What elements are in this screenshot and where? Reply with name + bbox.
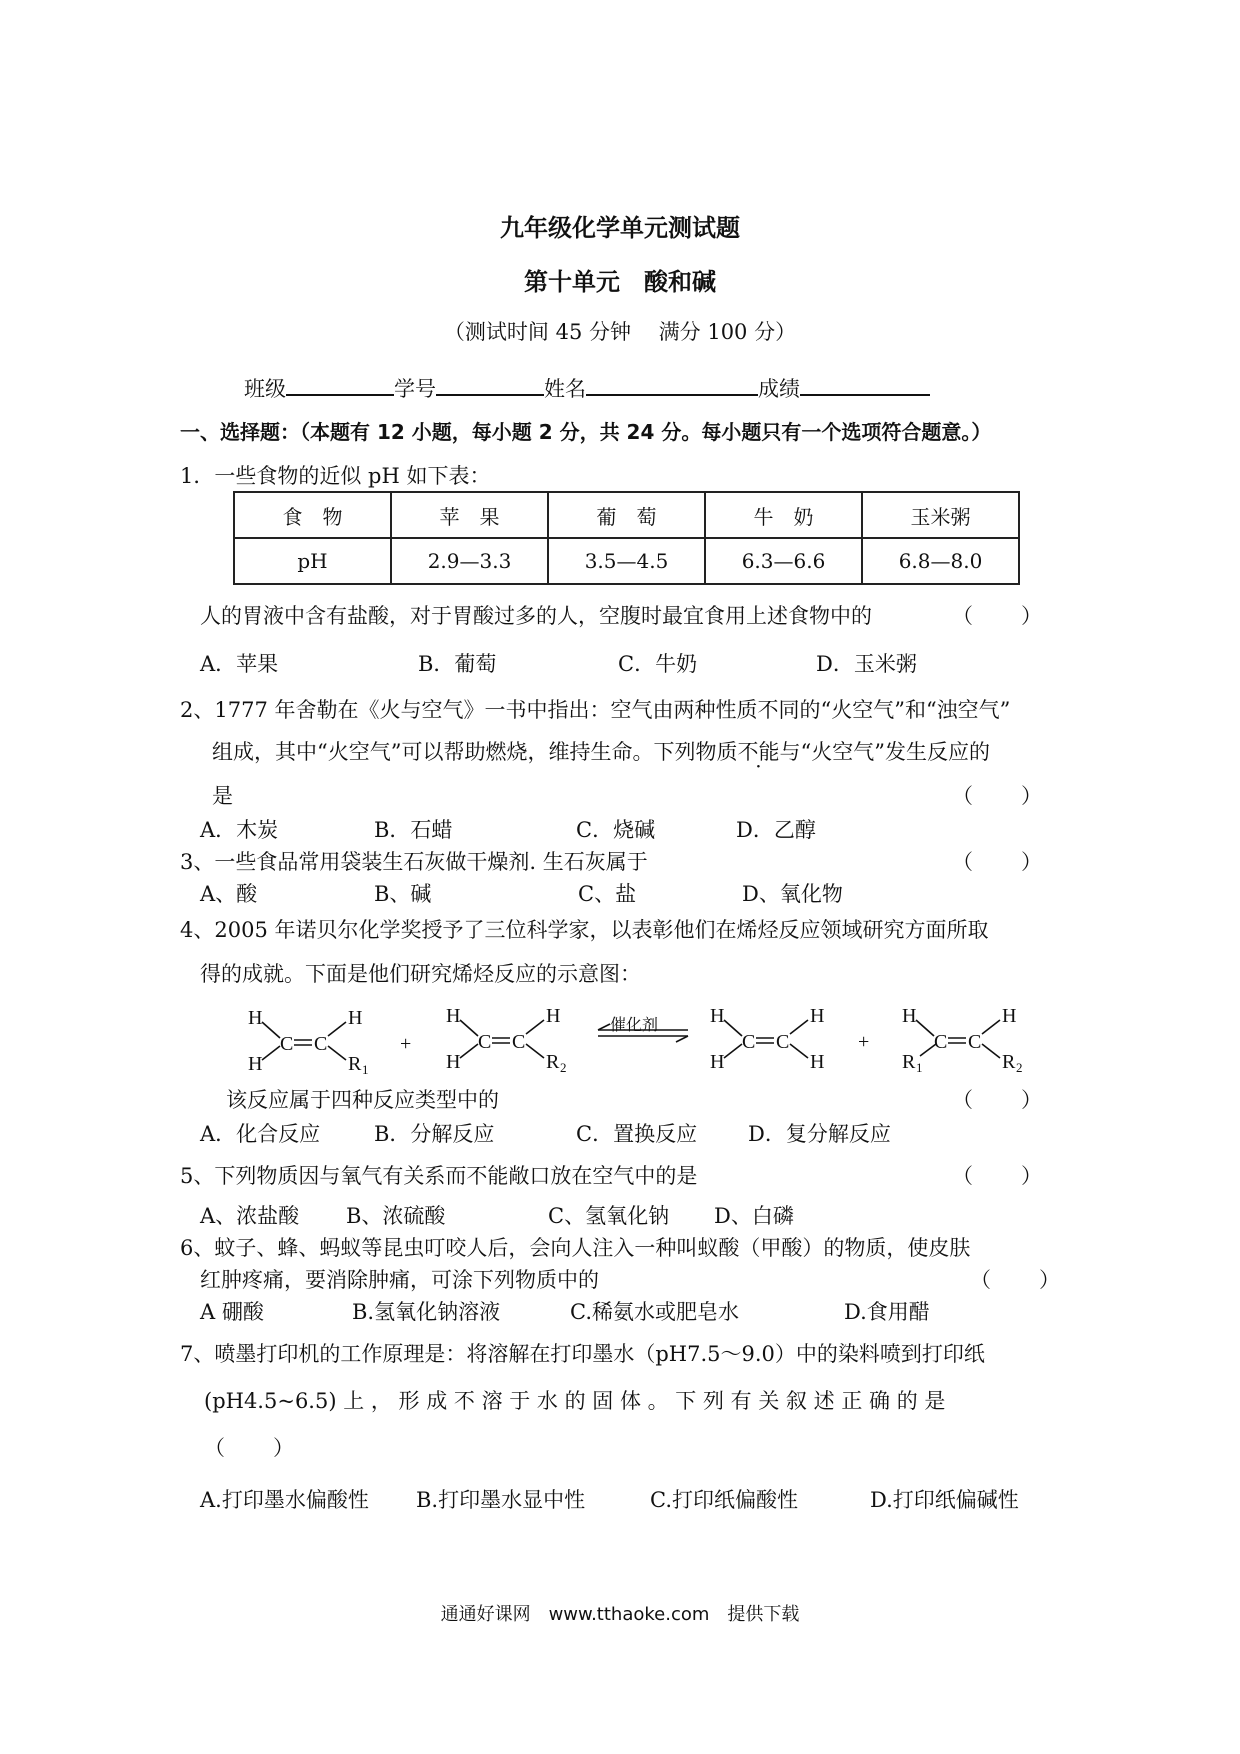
q2-option-a[interactable]: A．木炭 xyxy=(200,818,279,842)
table-cell: 6.8—8.0 xyxy=(862,538,1019,584)
q7-line2: (pH4.5~6.5) 上 ， 形 成 不 溶 于 水 的 固 体 。 下 列 有 关 叙 述 正 确 的 是 xyxy=(204,1389,946,1413)
q2-answer-paren[interactable]: （ ） xyxy=(952,784,1044,808)
q6-option-d[interactable]: D.食用醋 xyxy=(844,1300,930,1324)
q3-line1: 3、一些食品常用袋装生石灰做干燥剂. 生石灰属于 xyxy=(180,850,648,874)
q7-answer-paren[interactable]: （ ） xyxy=(204,1436,296,1460)
q2-option-c[interactable]: C．烧碱 xyxy=(576,818,656,842)
q2-option-d[interactable]: D．乙醇 xyxy=(736,818,816,842)
svg-text:C: C xyxy=(742,1031,756,1053)
svg-text:C: C xyxy=(512,1031,526,1053)
q2-line3: 是 xyxy=(212,784,233,808)
table-header-row xyxy=(234,492,1019,538)
table-cell: pH xyxy=(234,538,391,584)
svg-text:H: H xyxy=(446,1005,461,1027)
q6-line2: 红肿疼痛，要消除肿痛，可涂下列物质中的 xyxy=(200,1268,599,1292)
svg-text:1: 1 xyxy=(916,1060,923,1075)
score-blank[interactable] xyxy=(800,372,930,396)
q6-answer-paren[interactable]: （ ） xyxy=(970,1268,1062,1292)
q3-option-d[interactable]: D、氧化物 xyxy=(742,882,843,906)
svg-text:+: + xyxy=(400,1033,412,1055)
page-title: 九年级化学单元测试题 xyxy=(500,214,740,242)
q6-option-c[interactable]: C.稀氨水或肥皂水 xyxy=(570,1300,739,1324)
footer-credit: 通通好课网 www.tthaoke.com 提供下载 xyxy=(440,1604,800,1625)
score-label: 成绩 xyxy=(758,377,800,401)
q7-line1: 7、喷墨打印机的工作原理是：将溶解在打印墨水（pH7.5～9.0）中的染料喷到打印纸 xyxy=(180,1342,985,1366)
svg-text:C: C xyxy=(478,1031,492,1053)
table-cell: 葡 萄 xyxy=(548,492,705,538)
q5-option-c[interactable]: C、氢氧化钠 xyxy=(548,1204,670,1228)
svg-text:R: R xyxy=(902,1051,916,1073)
class-label: 班级 xyxy=(244,377,286,401)
q4-line1: 4、2005 年诺贝尔化学奖授予了三位科学家，以表彰他们在烯烃反应领域研究方面所取 xyxy=(180,918,989,942)
svg-text:H: H xyxy=(546,1005,561,1027)
q7-option-b[interactable]: B.打印墨水显中性 xyxy=(416,1488,586,1512)
q5-option-a[interactable]: A、浓盐酸 xyxy=(200,1204,300,1228)
table-cell: 苹 果 xyxy=(391,492,548,538)
q6-option-b[interactable]: B.氢氧化钠溶液 xyxy=(352,1300,501,1324)
q4-line2: 得的成就。下面是他们研究烯烃反应的示意图： xyxy=(200,962,641,986)
table-cell: 玉米粥 xyxy=(862,492,1019,538)
svg-text:C: C xyxy=(934,1031,948,1053)
q4-option-b[interactable]: B．分解反应 xyxy=(374,1122,495,1146)
unit-subtitle: 第十单元 酸和碱 xyxy=(524,268,716,296)
svg-text:1: 1 xyxy=(362,1062,369,1077)
q7-option-a[interactable]: A.打印墨水偏酸性 xyxy=(200,1488,369,1512)
svg-text:C: C xyxy=(776,1031,790,1053)
q1-line2: 人的胃液中含有盐酸，对于胃酸过多的人，空腹时最宜食用上述食物中的 xyxy=(200,604,872,628)
q3-option-a[interactable]: A、酸 xyxy=(200,882,258,906)
svg-text:2: 2 xyxy=(1016,1060,1023,1075)
svg-text:H: H xyxy=(810,1005,825,1027)
svg-text:C: C xyxy=(280,1033,294,1055)
name-label: 姓名 xyxy=(544,377,586,401)
table-cell: 6.3—6.6 xyxy=(705,538,862,584)
svg-text:H: H xyxy=(710,1005,725,1027)
q4-option-a[interactable]: A．化合反应 xyxy=(200,1122,321,1146)
q5-option-b[interactable]: B、浓硫酸 xyxy=(346,1204,446,1228)
q1-stem: 1．一些食物的近似 pH 如下表： xyxy=(180,464,491,488)
q7-option-d[interactable]: D.打印纸偏碱性 xyxy=(870,1488,1019,1512)
table-cell: 3.5—4.5 xyxy=(548,538,705,584)
svg-text:H: H xyxy=(248,1053,263,1075)
svg-text:H: H xyxy=(810,1051,825,1073)
svg-text:C: C xyxy=(968,1031,982,1053)
table-row xyxy=(234,538,1019,584)
svg-text:H: H xyxy=(348,1007,363,1029)
student-info-row xyxy=(244,372,930,403)
svg-text:R: R xyxy=(546,1051,560,1073)
svg-text:C: C xyxy=(314,1033,328,1055)
class-blank[interactable] xyxy=(286,372,394,396)
name-blank[interactable] xyxy=(586,372,758,396)
time-info: （测试时间 45 分钟 满分 100 分） xyxy=(443,320,797,344)
q4-option-d[interactable]: D．复分解反应 xyxy=(748,1122,891,1146)
q6-line1: 6、蚊子、蜂、蚂蚁等昆虫叮咬人后，会向人注入一种叫蚁酸（甲酸）的物质，使皮肤 xyxy=(180,1236,971,1260)
svg-text:R: R xyxy=(348,1053,362,1075)
student-id-label: 学号 xyxy=(394,377,436,401)
q4-line3: 该反应属于四种反应类型中的 xyxy=(226,1088,499,1112)
svg-text:H: H xyxy=(248,1007,263,1029)
q1-option-d[interactable]: D．玉米粥 xyxy=(816,652,917,676)
q1-option-a[interactable]: A．苹果 xyxy=(200,652,279,676)
q7-option-c[interactable]: C.打印纸偏酸性 xyxy=(650,1488,798,1512)
table-cell: 牛 奶 xyxy=(705,492,862,538)
svg-text:2: 2 xyxy=(560,1060,567,1075)
svg-text:H: H xyxy=(1002,1005,1017,1027)
q2-line1: 2、1777 年舍勒在《火与空气》一书中指出：空气由两种性质不同的“火空气”和“浊空气” xyxy=(180,698,1011,722)
q2-line2-text-end: 与“火空气”发生反应的 xyxy=(779,740,990,764)
q5-option-d[interactable]: D、白磷 xyxy=(714,1204,794,1228)
svg-text:R: R xyxy=(1002,1051,1016,1073)
q3-option-c[interactable]: C、盐 xyxy=(578,882,637,906)
q4-option-c[interactable]: C．置换反应 xyxy=(576,1122,698,1146)
table-cell: 2.9—3.3 xyxy=(391,538,548,584)
q4-answer-paren[interactable]: （ ） xyxy=(952,1088,1044,1112)
q3-answer-paren[interactable]: （ ） xyxy=(952,850,1044,874)
q1-answer-paren[interactable]: （ ） xyxy=(952,604,1044,628)
q5-answer-paren[interactable]: （ ） xyxy=(952,1164,1044,1188)
svg-text:+: + xyxy=(858,1031,870,1053)
section-heading: 一、选择题：（本题有 12 小题，每小题 2 分，共 24 分。每小题只有一个选项符合题意。） xyxy=(180,420,992,444)
catalyst-label: 催化剂 xyxy=(610,1015,659,1034)
q1-option-b[interactable]: B．葡萄 xyxy=(418,652,497,676)
student-id-blank[interactable] xyxy=(436,372,544,396)
ph-table xyxy=(233,491,1020,585)
q3-option-b[interactable]: B、碱 xyxy=(374,882,432,906)
svg-text:H: H xyxy=(446,1051,461,1073)
q1-option-c[interactable]: C．牛奶 xyxy=(618,652,698,676)
q2-emphasis-not: 不能 xyxy=(737,740,780,764)
q2-line2 xyxy=(212,736,990,766)
q5-line1: 5、下列物质因与氧气有关系而不能敞口放在空气中的是 xyxy=(180,1164,698,1188)
q6-option-a[interactable]: A 硼酸 xyxy=(200,1300,264,1324)
svg-text:H: H xyxy=(902,1005,917,1027)
q2-line2-text: 组成，其中“火空气”可以帮助燃烧，维持生命。下列物质 xyxy=(212,740,738,764)
q2-option-b[interactable]: B．石蜡 xyxy=(374,818,453,842)
table-cell: 食 物 xyxy=(234,492,391,538)
svg-text:H: H xyxy=(710,1051,725,1073)
